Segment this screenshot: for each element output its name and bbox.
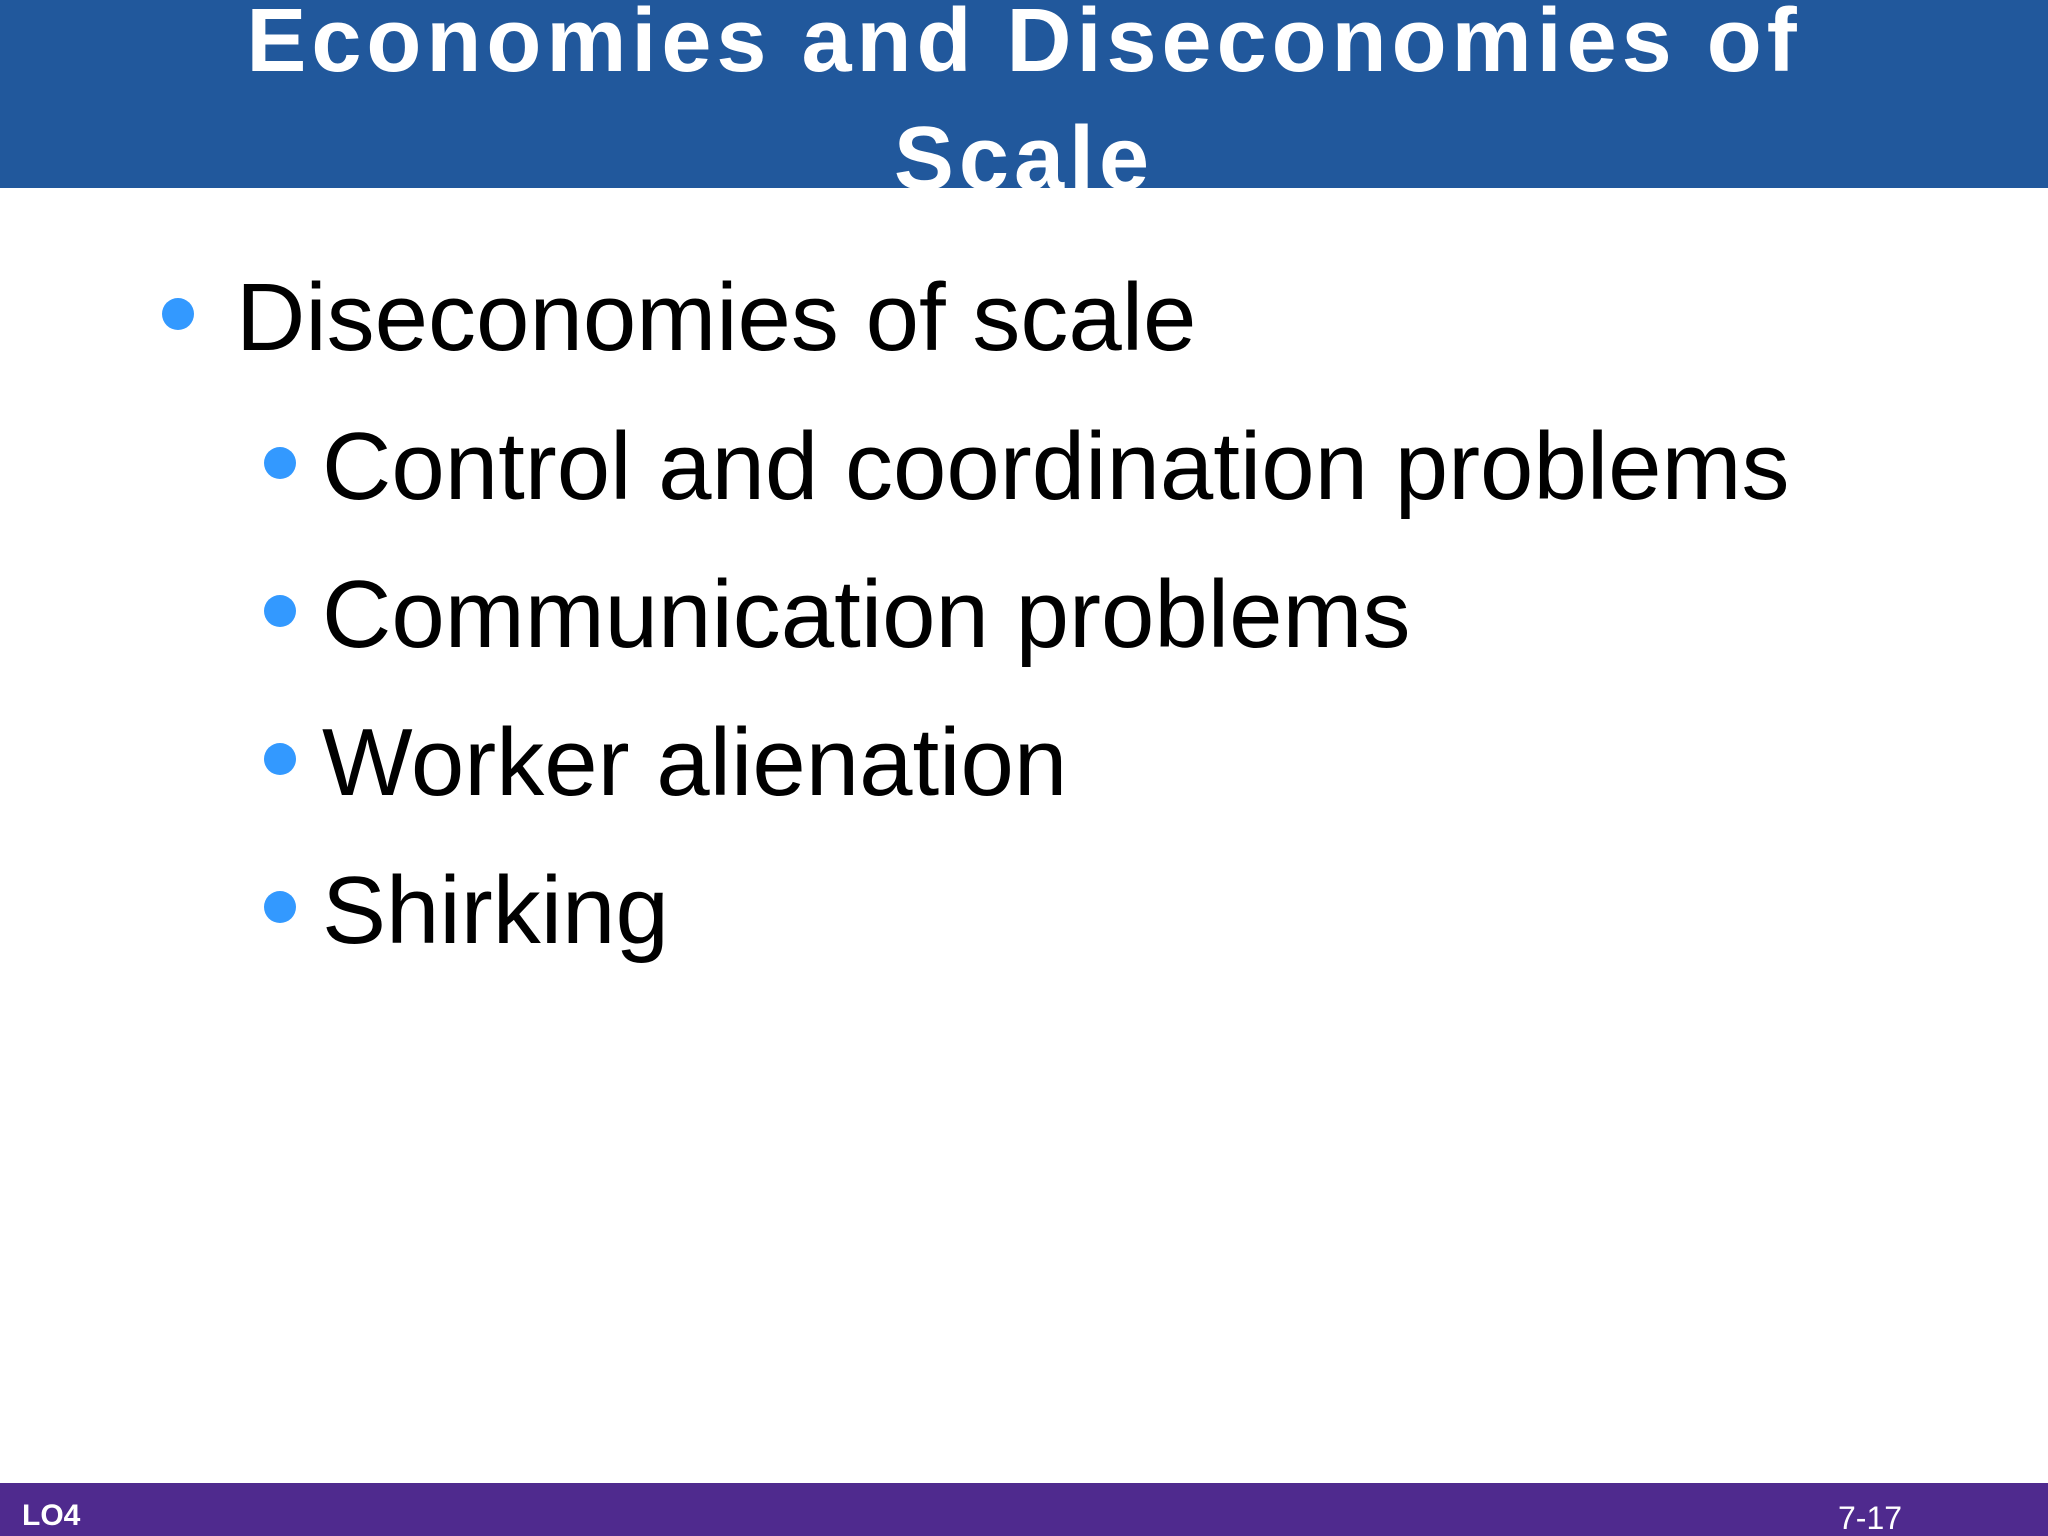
bullet-text: Diseconomies of scale [236, 264, 1197, 371]
learning-objective-label: LO4 [22, 1499, 81, 1532]
sub-bullet-text: Worker alienation [322, 709, 1068, 816]
sub-bullet-item-communication [264, 561, 1410, 669]
sub-bullet-text: Shirking [322, 857, 669, 964]
slide-title-line-2: Scale [893, 109, 1155, 209]
footer-bar [0, 1483, 2048, 1536]
sub-bullet-item-shirking [264, 857, 669, 965]
bullet-dot-icon [264, 447, 296, 479]
sub-bullet-item-worker-alienation [264, 709, 1067, 817]
bullet-dot-icon [264, 595, 296, 627]
sub-bullet-item-control [264, 413, 1790, 521]
bullet-dot-icon [162, 298, 194, 330]
sub-bullet-text: Communication problems [322, 561, 1411, 668]
bullet-dot-icon [264, 891, 296, 923]
bullet-dot-icon [264, 743, 296, 775]
slide-title-line-1: Economies and Diseconomies of [246, 0, 1802, 91]
bullet-item-diseconomies [162, 264, 1196, 372]
slide-number: 7-17 [1838, 1500, 1903, 1536]
sub-bullet-text: Control and coordination problems [322, 413, 1790, 520]
